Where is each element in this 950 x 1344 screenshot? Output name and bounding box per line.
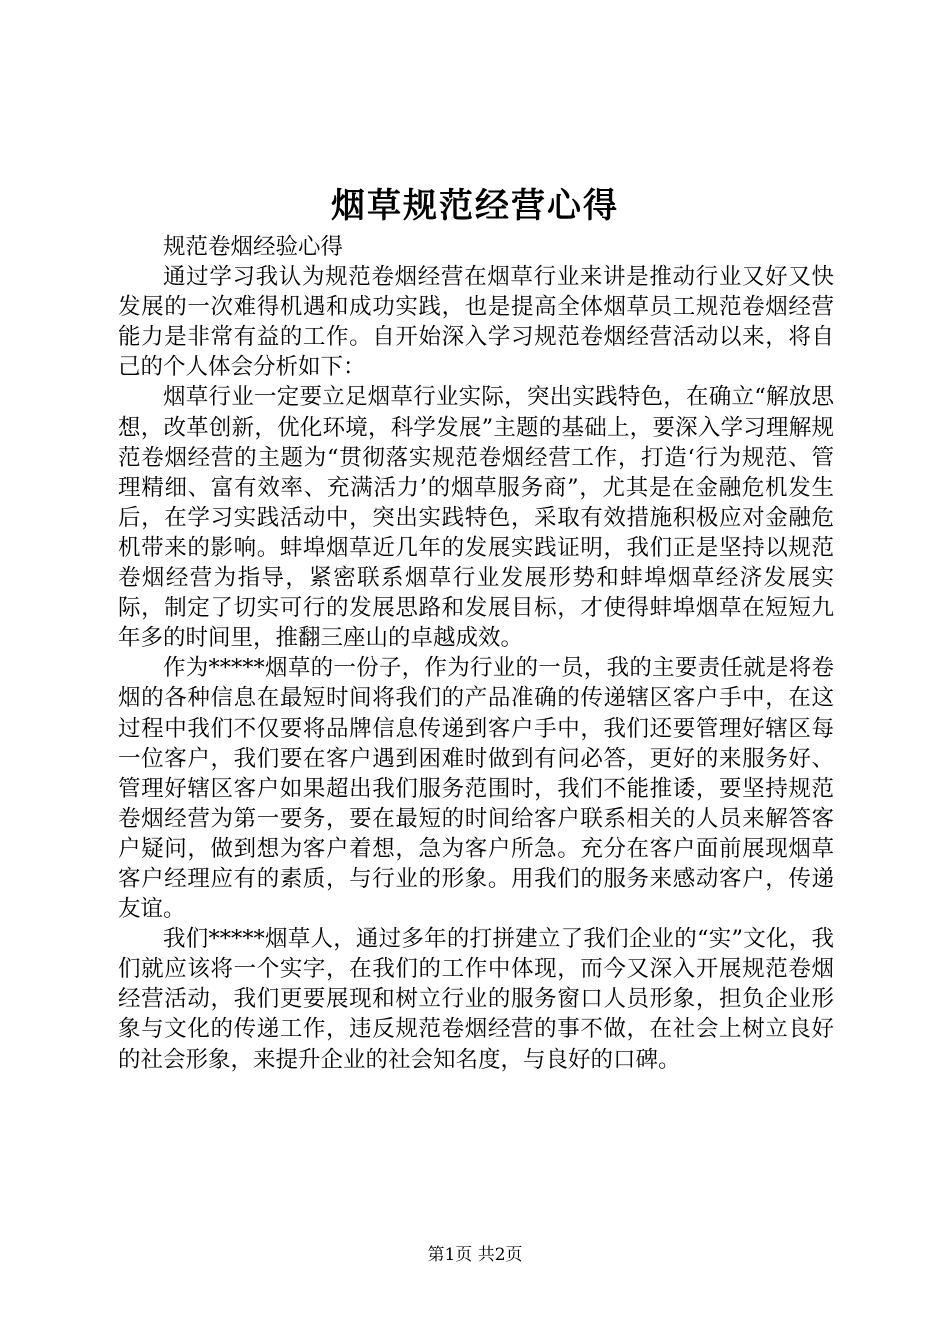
page-footer: 第1页 共2页 [427, 1245, 523, 1265]
paragraph-3: 作为*****烟草的一份子，作为行业的一员，我的主要责任就是将卷烟的各种信息在最短时间将我们的产品准确的传递辖区客户手中，在这过程中我们不仅要将品牌信息传递到客户手中，我们还要管理好辖区每一位客户，我们要在客户遇到困难时做到有问必答，更好的来服务好、管理好辖区客户如果超出我们服务范围时，我们不能推诿，要坚持规范卷烟经营为第一要务，要在最短的时间给客户联系相关的人员来解答客户疑问，做到想为客户着想，急为客户所急。充分在客户面前展现烟草客户经理应有的素质，与行业的形象。用我们的服务来感动客户，传递友谊。 [118, 655, 834, 923]
document-body [118, 232, 834, 1075]
paragraph-4: 我们*****烟草人，通过多年的打拼建立了我们企业的“实”文化，我们就应该将一个实字，在我们的工作中体现，而今又深入开展规范卷烟经营活动，我们更要展现和树立行业的服务窗口人员形象，担负企业形象与文化的传递工作，违反规范卷烟经营的事不做，在社会上树立良好的社会形象，来提升企业的社会知名度，与良好的口碑。 [118, 926, 834, 1073]
paragraph-1: 通过学习我认为规范卷烟经营在烟草行业来讲是推动行业又好又快发展的一次难得机遇和成功实践，也是提高全体烟草员工规范卷烟经营能力是非常有益的工作。自开始深入学习规范卷烟经营活动以来，将自己的个人体会分析如下： [118, 264, 834, 381]
document-title: 烟草规范经营心得 [331, 186, 619, 226]
paragraph-2: 烟草行业一定要立足烟草行业实际，突出实践特色，在确立“解放思想，改革创新，优化环境，科学发展”主题的基础上，要深入学习理解规范卷烟经营的主题为“贯彻落实规范卷烟经营工作，打造‘行为规范、管理精细、富有效率、充满活力’的烟草服务商”，尤其是在金融危机发生后，在学习实践活动中，突出实践特色，采取有效措施积极应对金融危机带来的影响。蚌埠烟草近几年的发展实践证明，我们正是坚持以规范卷烟经营为指导，紧密联系烟草行业发展形势和蚌埠烟草经济发展实际，制定了切实可行的发展思路和发展目标，才使得蚌埠烟草在短短九年多的时间里，推翻三座山的卓越成效。 [118, 384, 834, 652]
paragraph-subtitle: 规范卷烟经验心得 [163, 234, 344, 260]
